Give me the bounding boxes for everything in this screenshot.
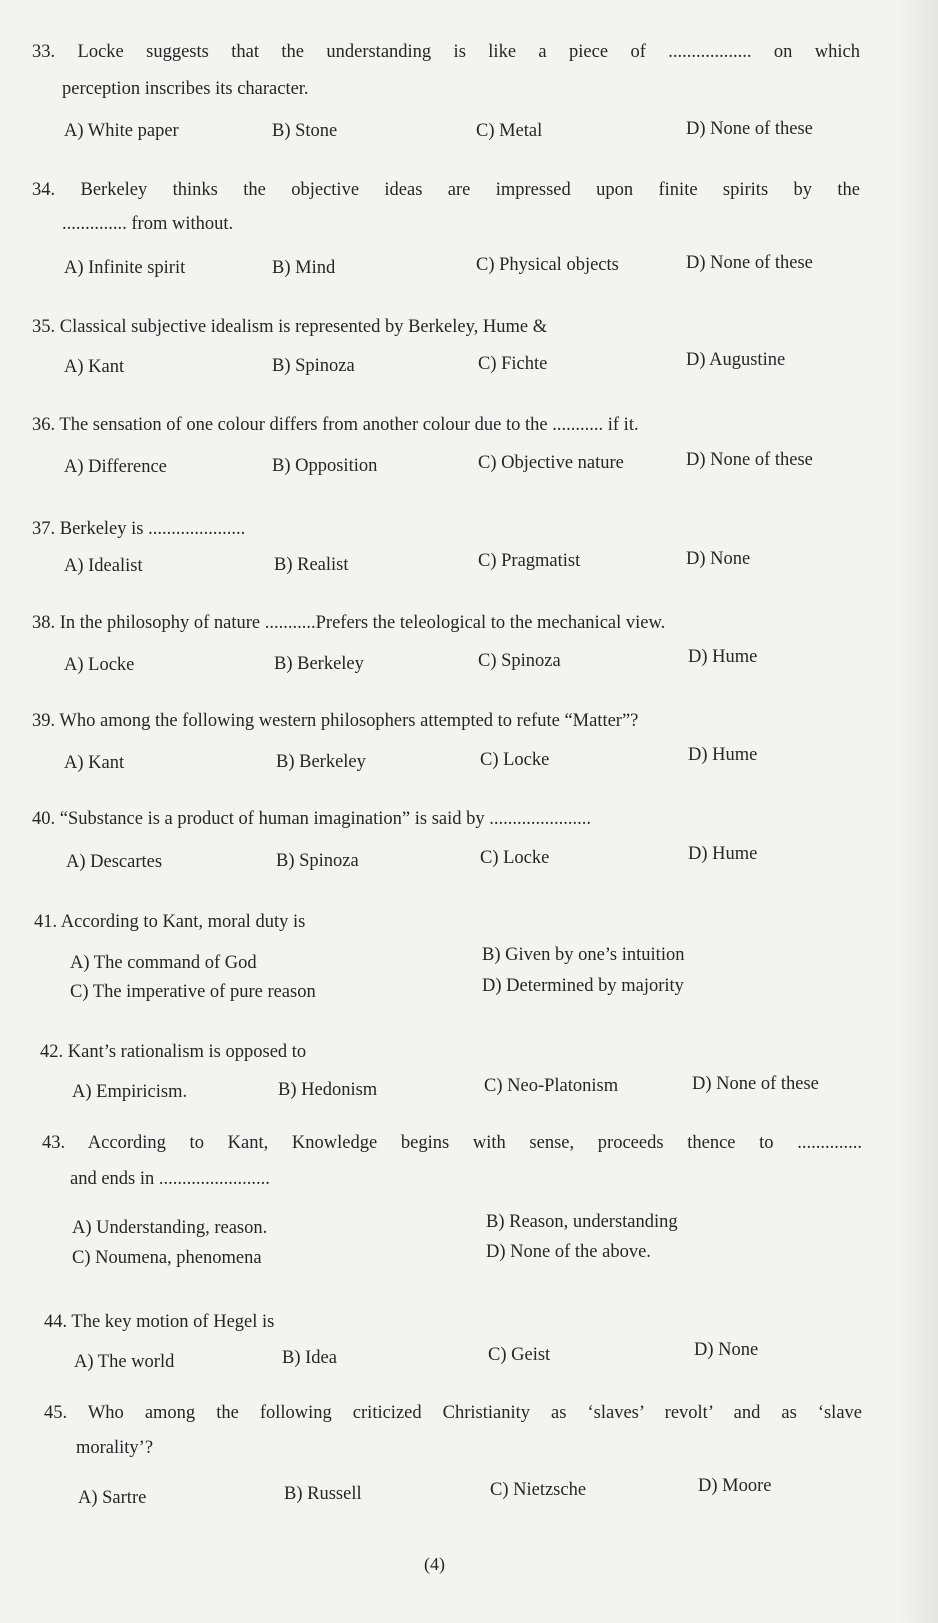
question-stem: 44. The key motion of Hegel is [44, 1312, 275, 1332]
question-42 [40, 1043, 306, 1062]
question-stem: 40. “Substance is a product of human imagination” is said by ...................... [32, 809, 592, 829]
option-d: D) None of the above. [486, 1242, 651, 1262]
option-c: C) The imperative of pure reason [70, 982, 316, 1002]
option-d: D) None of these [686, 253, 813, 273]
option-c: C) Fichte [478, 354, 548, 374]
question-stem-continued: .............. from without. [62, 213, 234, 234]
option-b: B) Realist [274, 555, 349, 575]
question-45 [44, 1404, 862, 1457]
option-c: C) Geist [488, 1345, 551, 1365]
option-b: B) Opposition [272, 456, 378, 476]
option-b: B) Berkeley [276, 752, 366, 772]
option-d: D) None of these [692, 1074, 819, 1094]
option-d: D) None [694, 1340, 759, 1360]
option-c: C) Spinoza [478, 651, 561, 671]
option-a: A) Idealist [64, 556, 143, 576]
option-a: A) Descartes [66, 852, 163, 872]
option-b: B) Hedonism [278, 1080, 378, 1100]
option-b: B) Russell [284, 1484, 362, 1504]
option-c: C) Noumena, phenomena [72, 1248, 262, 1268]
question-stem: 33. Locke suggests that the understanding is like a piece of .................. on which [32, 42, 860, 62]
question-39 [32, 712, 638, 731]
question-stem-continued: morality’? [76, 1437, 154, 1458]
option-a: A) White paper [64, 121, 179, 141]
option-b: B) Given by one’s intuition [482, 945, 685, 965]
question-stem: 41. According to Kant, moral duty is [34, 912, 306, 932]
question-36 [32, 416, 639, 435]
option-d: D) Hume [688, 745, 758, 765]
option-d: D) None of these [686, 119, 813, 139]
option-a: A) Sartre [78, 1488, 147, 1508]
question-stem: 36. The sensation of one colour differs from another colour due to the ........... if it. [32, 415, 639, 435]
question-43 [42, 1134, 862, 1188]
page-number: (4) [424, 1554, 445, 1574]
option-c: C) Physical objects [476, 255, 619, 275]
question-38 [32, 614, 665, 633]
question-stem: 42. Kant’s rationalism is opposed to [40, 1042, 307, 1062]
option-a: A) Kant [64, 357, 125, 377]
question-stem-continued: perception inscribes its character. [62, 78, 309, 99]
option-d: D) None [686, 549, 751, 569]
question-33 [32, 43, 860, 98]
option-a: A) Infinite spirit [64, 258, 186, 278]
option-a: A) Understanding, reason. [72, 1218, 268, 1238]
option-a: A) The world [74, 1352, 175, 1372]
option-a: A) Locke [64, 655, 135, 675]
option-a: A) Empiricism. [72, 1082, 188, 1102]
question-40 [32, 810, 591, 829]
question-44 [44, 1313, 274, 1332]
option-d: D) Determined by majority [482, 976, 684, 996]
question-37 [32, 520, 245, 539]
question-stem: 38. In the philosophy of nature ...........Prefers the teleological to the mechanical view. [32, 613, 666, 633]
option-c: C) Pragmatist [478, 551, 581, 571]
question-stem: 37. Berkeley is ..................... [32, 519, 246, 539]
option-c: C) Locke [480, 750, 550, 770]
option-b: B) Idea [282, 1348, 337, 1368]
option-c: C) Locke [480, 848, 550, 868]
question-stem: 45. Who among the following criticized Christianity as ‘slaves’ revolt’ and as ‘slave [44, 1403, 862, 1423]
question-41 [34, 913, 305, 932]
question-stem-continued: and ends in ........................ [70, 1168, 270, 1189]
option-d: D) Hume [688, 647, 758, 667]
option-b: B) Stone [272, 121, 338, 141]
option-c: C) Objective nature [478, 453, 624, 473]
option-c: C) Neo-Platonism [484, 1076, 619, 1096]
option-a: A) Difference [64, 457, 167, 477]
option-a: A) The command of God [70, 953, 257, 973]
question-stem: 34. Berkeley thinks the objective ideas are impressed upon finite spirits by the [32, 180, 860, 200]
question-stem: 43. According to Kant, Knowledge begins with sense, proceeds thence to .............. [42, 1133, 862, 1153]
question-stem: 35. Classical subjective idealism is represented by Berkeley, Hume & [32, 317, 548, 337]
option-b: B) Spinoza [276, 851, 359, 871]
option-c: C) Metal [476, 121, 543, 141]
option-b: B) Mind [272, 258, 336, 278]
option-d: D) None of these [686, 450, 813, 470]
option-a: A) Kant [64, 753, 125, 773]
option-d: D) Augustine [686, 350, 786, 370]
option-d: D) Moore [698, 1476, 772, 1496]
question-stem: 39. Who among the following western philosophers attempted to refute “Matter”? [32, 711, 639, 731]
option-b: B) Reason, understanding [486, 1212, 678, 1232]
question-34 [32, 181, 860, 233]
option-b: B) Berkeley [274, 654, 364, 674]
question-35 [32, 318, 547, 337]
option-b: B) Spinoza [272, 356, 355, 376]
option-c: C) Nietzsche [490, 1480, 587, 1500]
option-d: D) Hume [688, 844, 758, 864]
